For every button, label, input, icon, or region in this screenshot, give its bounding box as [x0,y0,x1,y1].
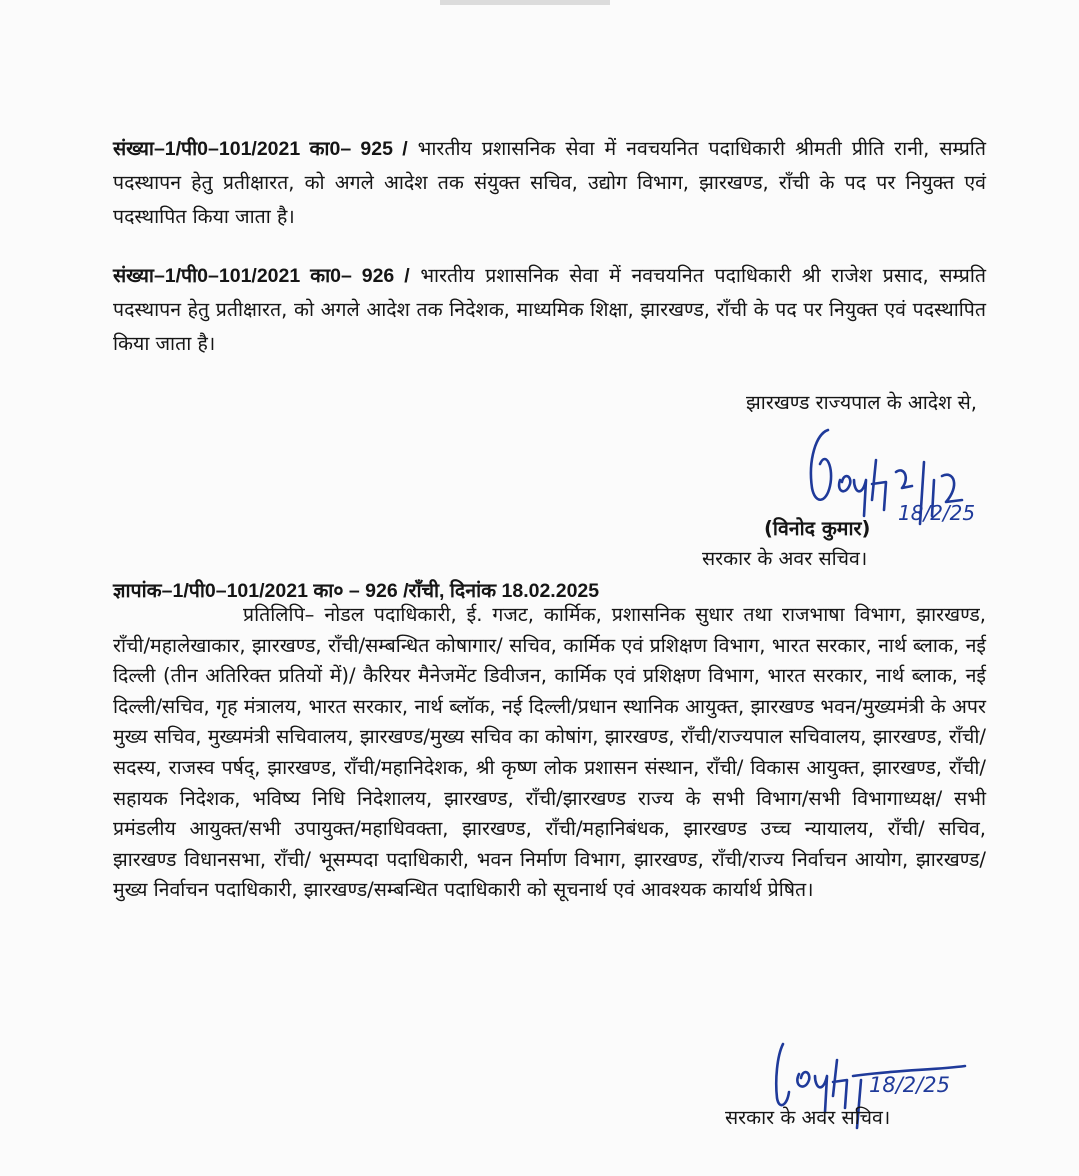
officer-designation-2: सरकार के अवर सचिव। [725,1106,891,1129]
copy-distribution-text: प्रतिलिपि– नोडल पदाधिकारी, ई. गजट, कार्मिक, प्रशासनिक सुधार तथा राजभाषा विभाग, झारखण्ड, राँची/महालेखाकार, झारखण्ड, राँची/सम्बन्धित कोषागार/ सचिव, कार्मिक एवं प्रशिक्षण विभाग, भारत सरकार, नार्थ ब्लाक, नई दिल्ली (तीन अतिरिक्त प्रतियों में)/ कैरियर मैनेजमेंट डिवीजन, कार्मिक एवं प्रशिक्षण विभाग, भारत सरकार, नार्थ ब्लाक, नई दिल्ली/सचिव, गृह मंत्रालय, भारत सरकार, नार्थ ब्लॉक, नई दिल्ली/प्रधान स्थानिक आयुक्त, झारखण्ड भवन/मुख्यमंत्री के अपर मुख्य सचिव, मुख्यमंत्री सचिवालय, झारखण्ड/मुख्य सचिव का कोषांग, झारखण्ड, राँची/राज्यपाल सचिवालय, झारखण्ड, राँची/सदस्य, राजस्व पर्षद्, झारखण्ड, राँची/महानिदेशक, श्री कृष्ण लोक प्रशासन संस्थान, राँची/ विकास आयुक्त, झारखण्ड, राँची/सहायक निदेशक, भविष्य निधि निदेशालय, झारखण्ड, राँची/झारखण्ड राज्य के सभी विभाग/सभी विभागाध्यक्ष/ सभी प्रमंडलीय आयुक्त/सभी उपायुक्त/महाधिवक्ता, झारखण्ड, राँची/महानिबंधक, झारखण्ड उच्च न्यायालय, राँची/ सचिव, झारखण्ड विधानसभा, राँची/ भूसम्पदा पदाधिकारी, भवन निर्माण विभाग, झारखण्ड, राँची/राज्य निर्वाचन आयोग, झारखण्ड/मुख्य निर्वाचन पदाधिकारी, झारखण्ड/सम्बन्धित पदाधिकारी को सूचनार्थ एवं आवश्यक कार्यार्थ प्रेषित। [113,603,986,902]
memo-heading: ज्ञापांक–1/पी0–101/2021 का० – 926 /राँची, दिनांक 18.02.2025 [113,580,600,602]
order-1-reference: संख्या–1/पी0–101/2021 का0– 925 / [113,138,408,160]
officer-designation-1: सरकार के अवर सचिव। [702,547,868,570]
order-paragraph-1 [113,132,986,234]
order-paragraph-2 [113,259,986,361]
order-2-text: भारतीय प्रशासनिक सेवा में नवचयनित पदाधिकारी श्री राजेश प्रसाद, सम्प्रति पदस्थापन हेतु प्रतीक्षारत, को अगले आदेश तक निदेशक, माध्यमिक शिक्षा, झारखण्ड, राँची के पद पर नियुक्त एवं पदस्थापित किया जाता है। [113,264,986,355]
by-order-line: झारखण्ड राज्यपाल के आदेश से, [746,391,977,414]
copy-distribution-paragraph [113,600,986,906]
signature-1-date: 18/2/25 [898,501,976,525]
order-2-reference: संख्या–1/पी0–101/2021 का0– 926 / [113,265,410,287]
order-1-text: भारतीय प्रशासनिक सेवा में नवचयनित पदाधिकारी श्रीमती प्रीति रानी, सम्प्रति पदस्थापन हेतु प्रतीक्षारत, को अगले आदेश तक संयुक्त सचिव, उद्योग विभाग, झारखण्ड, राँची के पद पर नियुक्त एवं पदस्थापित किया जाता है। [113,137,986,228]
header-remnant [440,0,610,5]
officer-name: (विनोद कुमार) [764,517,871,540]
signature-2-date: 18/2/25 [869,1073,950,1097]
